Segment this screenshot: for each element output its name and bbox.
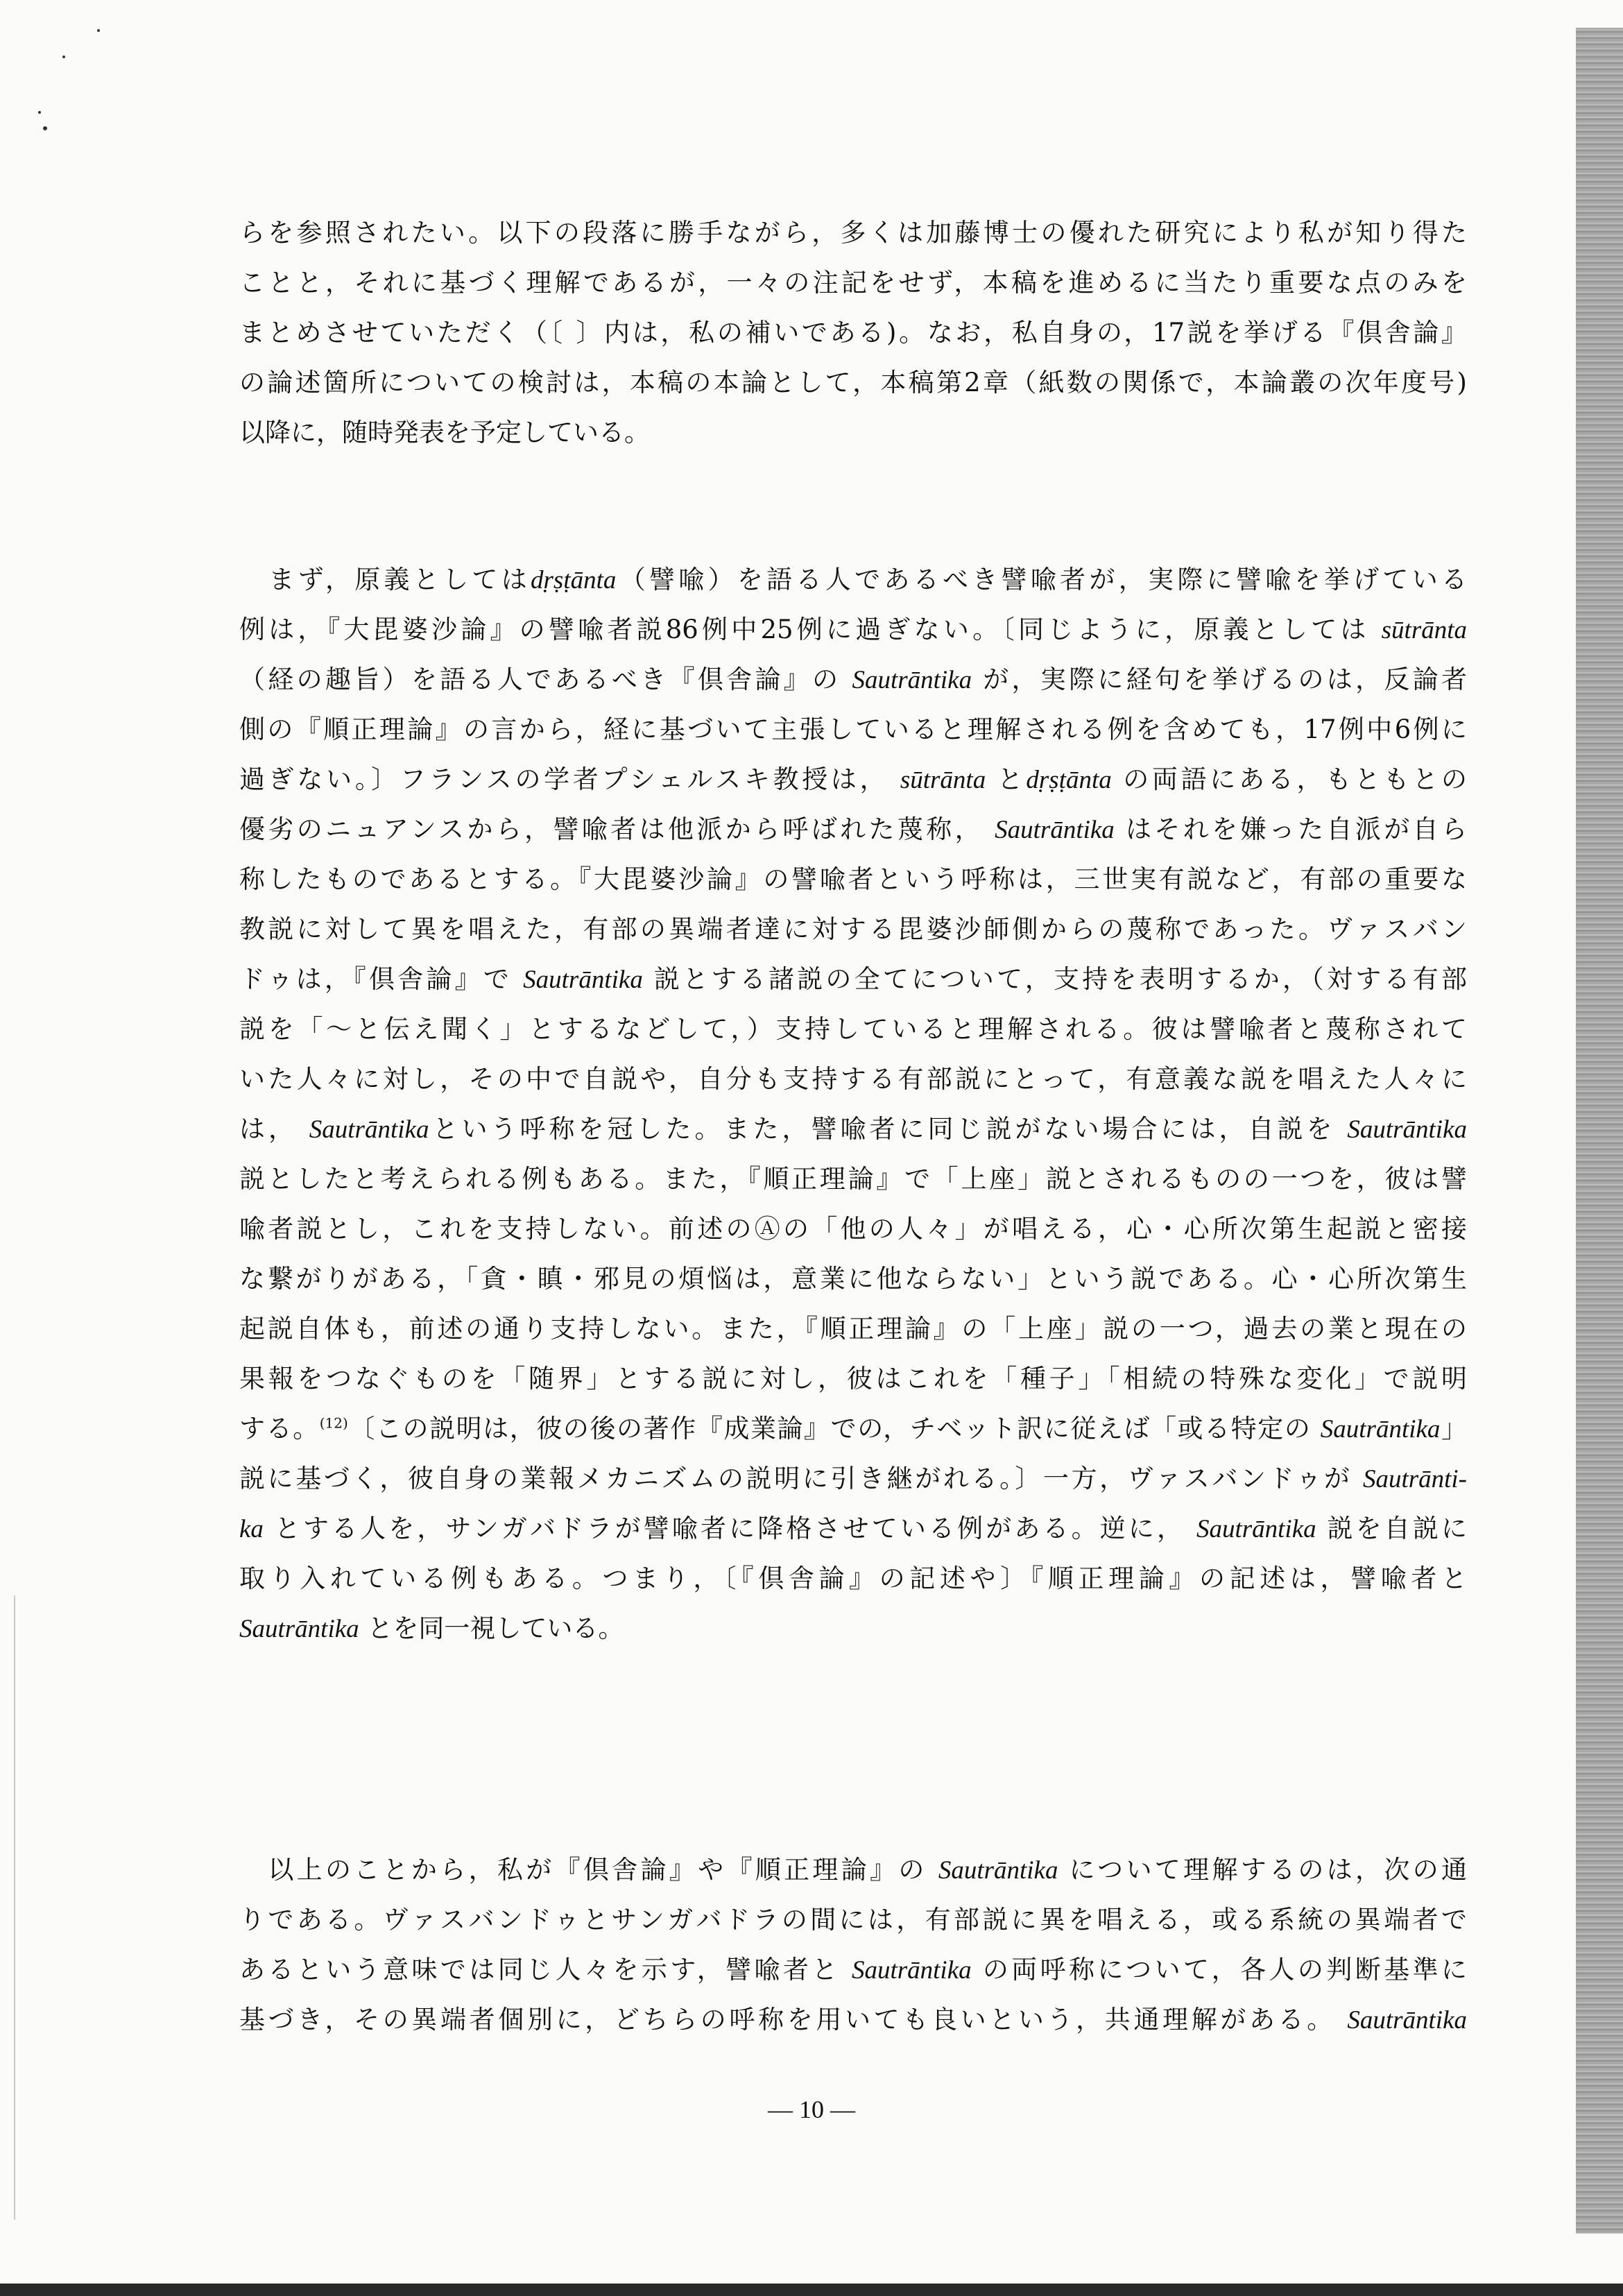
text-line: 取り入れている例もある。つまり，〔『倶舎論』の記述や〕『順正理論』の記述は，譬喩者と bbox=[239, 1563, 1467, 1593]
text-line: 基づき，その異端者個別に，どちらの呼称を用いても良いという，共通理解がある。 Sautrāntika bbox=[239, 2005, 1467, 2034]
text-line: （経の趣旨）を語る人であるべき『倶舎論』の Sautrāntika が，実際に経句を挙げるのは，反論者 bbox=[239, 665, 1467, 694]
text-line: Sautrāntika とを同一視している。 bbox=[239, 1613, 624, 1643]
text-line: ことと，それに基づく理解であるが，一々の注記をせず，本稿を進めるに当たり重要な点のみを bbox=[239, 268, 1467, 298]
text-line: 過ぎない。〕フランスの学者プシェルスキ教授は， sūtrānta とdṛṣṭānta の両語にある，もともとの bbox=[239, 764, 1467, 794]
text-line: する。$^{(12)}$〔この説明は，彼の後の著作『成業論』での，チベット訳に従えば「或る特定の Sautrāntika」 bbox=[239, 1414, 1467, 1443]
paragraph-1 bbox=[239, 208, 1467, 458]
text-line: 教説に対して異を唱えた，有部の異端者達に対する毘婆沙師側からの蔑称であった。ヴァスバン bbox=[239, 914, 1467, 944]
text-line: の論述箇所についての検討は，本稿の本論として，本稿第2章（紙数の関係で，本論叢の次年度号) bbox=[239, 368, 1467, 397]
text-line: 称したものであるとする。『大毘婆沙論』の譬喩者という呼称は，三世実有説など，有部の重要な bbox=[239, 864, 1467, 894]
text-line: あるという意味では同じ人々を示す，譬喩者と Sautrāntika の両呼称について，各人の判断基準に bbox=[239, 1955, 1467, 1985]
text-line: らを参照されたい。以下の段落に勝手ながら，多くは加藤博士の優れた研究により私が知り得た bbox=[239, 218, 1467, 248]
text-line: 例は，『大毘婆沙論』の譬喩者説86例中25例に過ぎない。〔同じように，原義としては sūtrānta bbox=[239, 615, 1467, 644]
text-line: まず，原義としてはdṛṣṭānta（譬喩）を語る人であるべき譬喩者が，実際に譬喩を挙げている bbox=[268, 565, 1467, 594]
page-number: — 10 — bbox=[768, 2096, 855, 2123]
text-line: ka とする人を，サンガバドラが譬喩者に降格させている例がある。逆に， Sautrāntika 説を自説に bbox=[239, 1514, 1467, 1543]
text-line: 以上のことから，私が『倶舎論』や『順正理論』の Sautrāntika について理解するのは，次の通 bbox=[268, 1855, 1467, 1885]
text-line: 以降に，随時発表を予定している。 bbox=[239, 418, 650, 447]
text-line: いた人々に対し，その中で自説や，自分も支持する有部説にとって，有意義な説を唱えた人々に bbox=[239, 1064, 1467, 1094]
text-line: 説に基づく，彼自身の業報メカニズムの説明に引き継がれる。〕一方，ヴァスバンドゥが Sautrānti- bbox=[239, 1464, 1467, 1493]
footnote-ref: (12) bbox=[319, 1414, 348, 1432]
paragraph-2 bbox=[239, 555, 1467, 1654]
text-line: は， Sautrāntikaという呼称を冠した。また，譬喩者に同じ説がない場合には，自説を Sautrāntika bbox=[239, 1114, 1467, 1144]
scan-bottom-edge bbox=[0, 2284, 1623, 2296]
text-line: ドゥは，『倶舎論』で Sautrāntika 説とする諸説の全てについて，支持を表明するか，（対する有部 bbox=[239, 964, 1467, 994]
text-line: な繋がりがある，「貪・瞋・邪見の煩悩は，意業に他ならない」という説である。心・心所次第生 bbox=[239, 1264, 1467, 1294]
text-line: 起説自体も，前述の通り支持しない。また，『順正理論』の「上座」説の一つ，過去の業と現在の bbox=[239, 1314, 1467, 1344]
scan-speck bbox=[38, 111, 41, 114]
text-line: 喩者説とし，これを支持しない。前述のⒶの「他の人々」が唱える，心・心所次第生起説と密接 bbox=[239, 1214, 1467, 1244]
scan-right-edge bbox=[1576, 28, 1623, 2234]
text-line: 優劣のニュアンスから，譬喩者は他派から呼ばれた蔑称， Sautrāntika はそれを嫌った自派が自ら bbox=[239, 814, 1467, 844]
text-line: りである。ヴァスバンドゥとサンガバドラの間には，有部説に異を唱える，或る系統の異端者で bbox=[239, 1905, 1467, 1935]
scan-speck bbox=[43, 126, 47, 130]
paragraph-3 bbox=[239, 1845, 1467, 2045]
scan-speck bbox=[97, 29, 100, 32]
text-line: まとめさせていただく（〔 〕内は，私の補いである)。なお，私自身の，17説を挙げる『倶舎論』 bbox=[239, 318, 1467, 348]
scan-speck bbox=[62, 55, 65, 58]
text-line: 側の『順正理論』の言から，経に基づいて主張していると理解される例を含めても，17例中6例に bbox=[239, 714, 1467, 744]
scan-left-edge bbox=[14, 1595, 15, 2220]
text-line: 説としたと考えられる例もある。また，『順正理論』で「上座」説とされるものの一つを，彼は譬 bbox=[239, 1164, 1467, 1194]
text-line: 説を「～と伝え聞く」とするなどして，）支持していると理解される。彼は譬喩者と蔑称されて bbox=[239, 1014, 1467, 1044]
text-line: 果報をつなぐものを「随界」とする説に対し，彼はこれを「種子」「相続の特殊な変化」で説明 bbox=[239, 1364, 1467, 1394]
